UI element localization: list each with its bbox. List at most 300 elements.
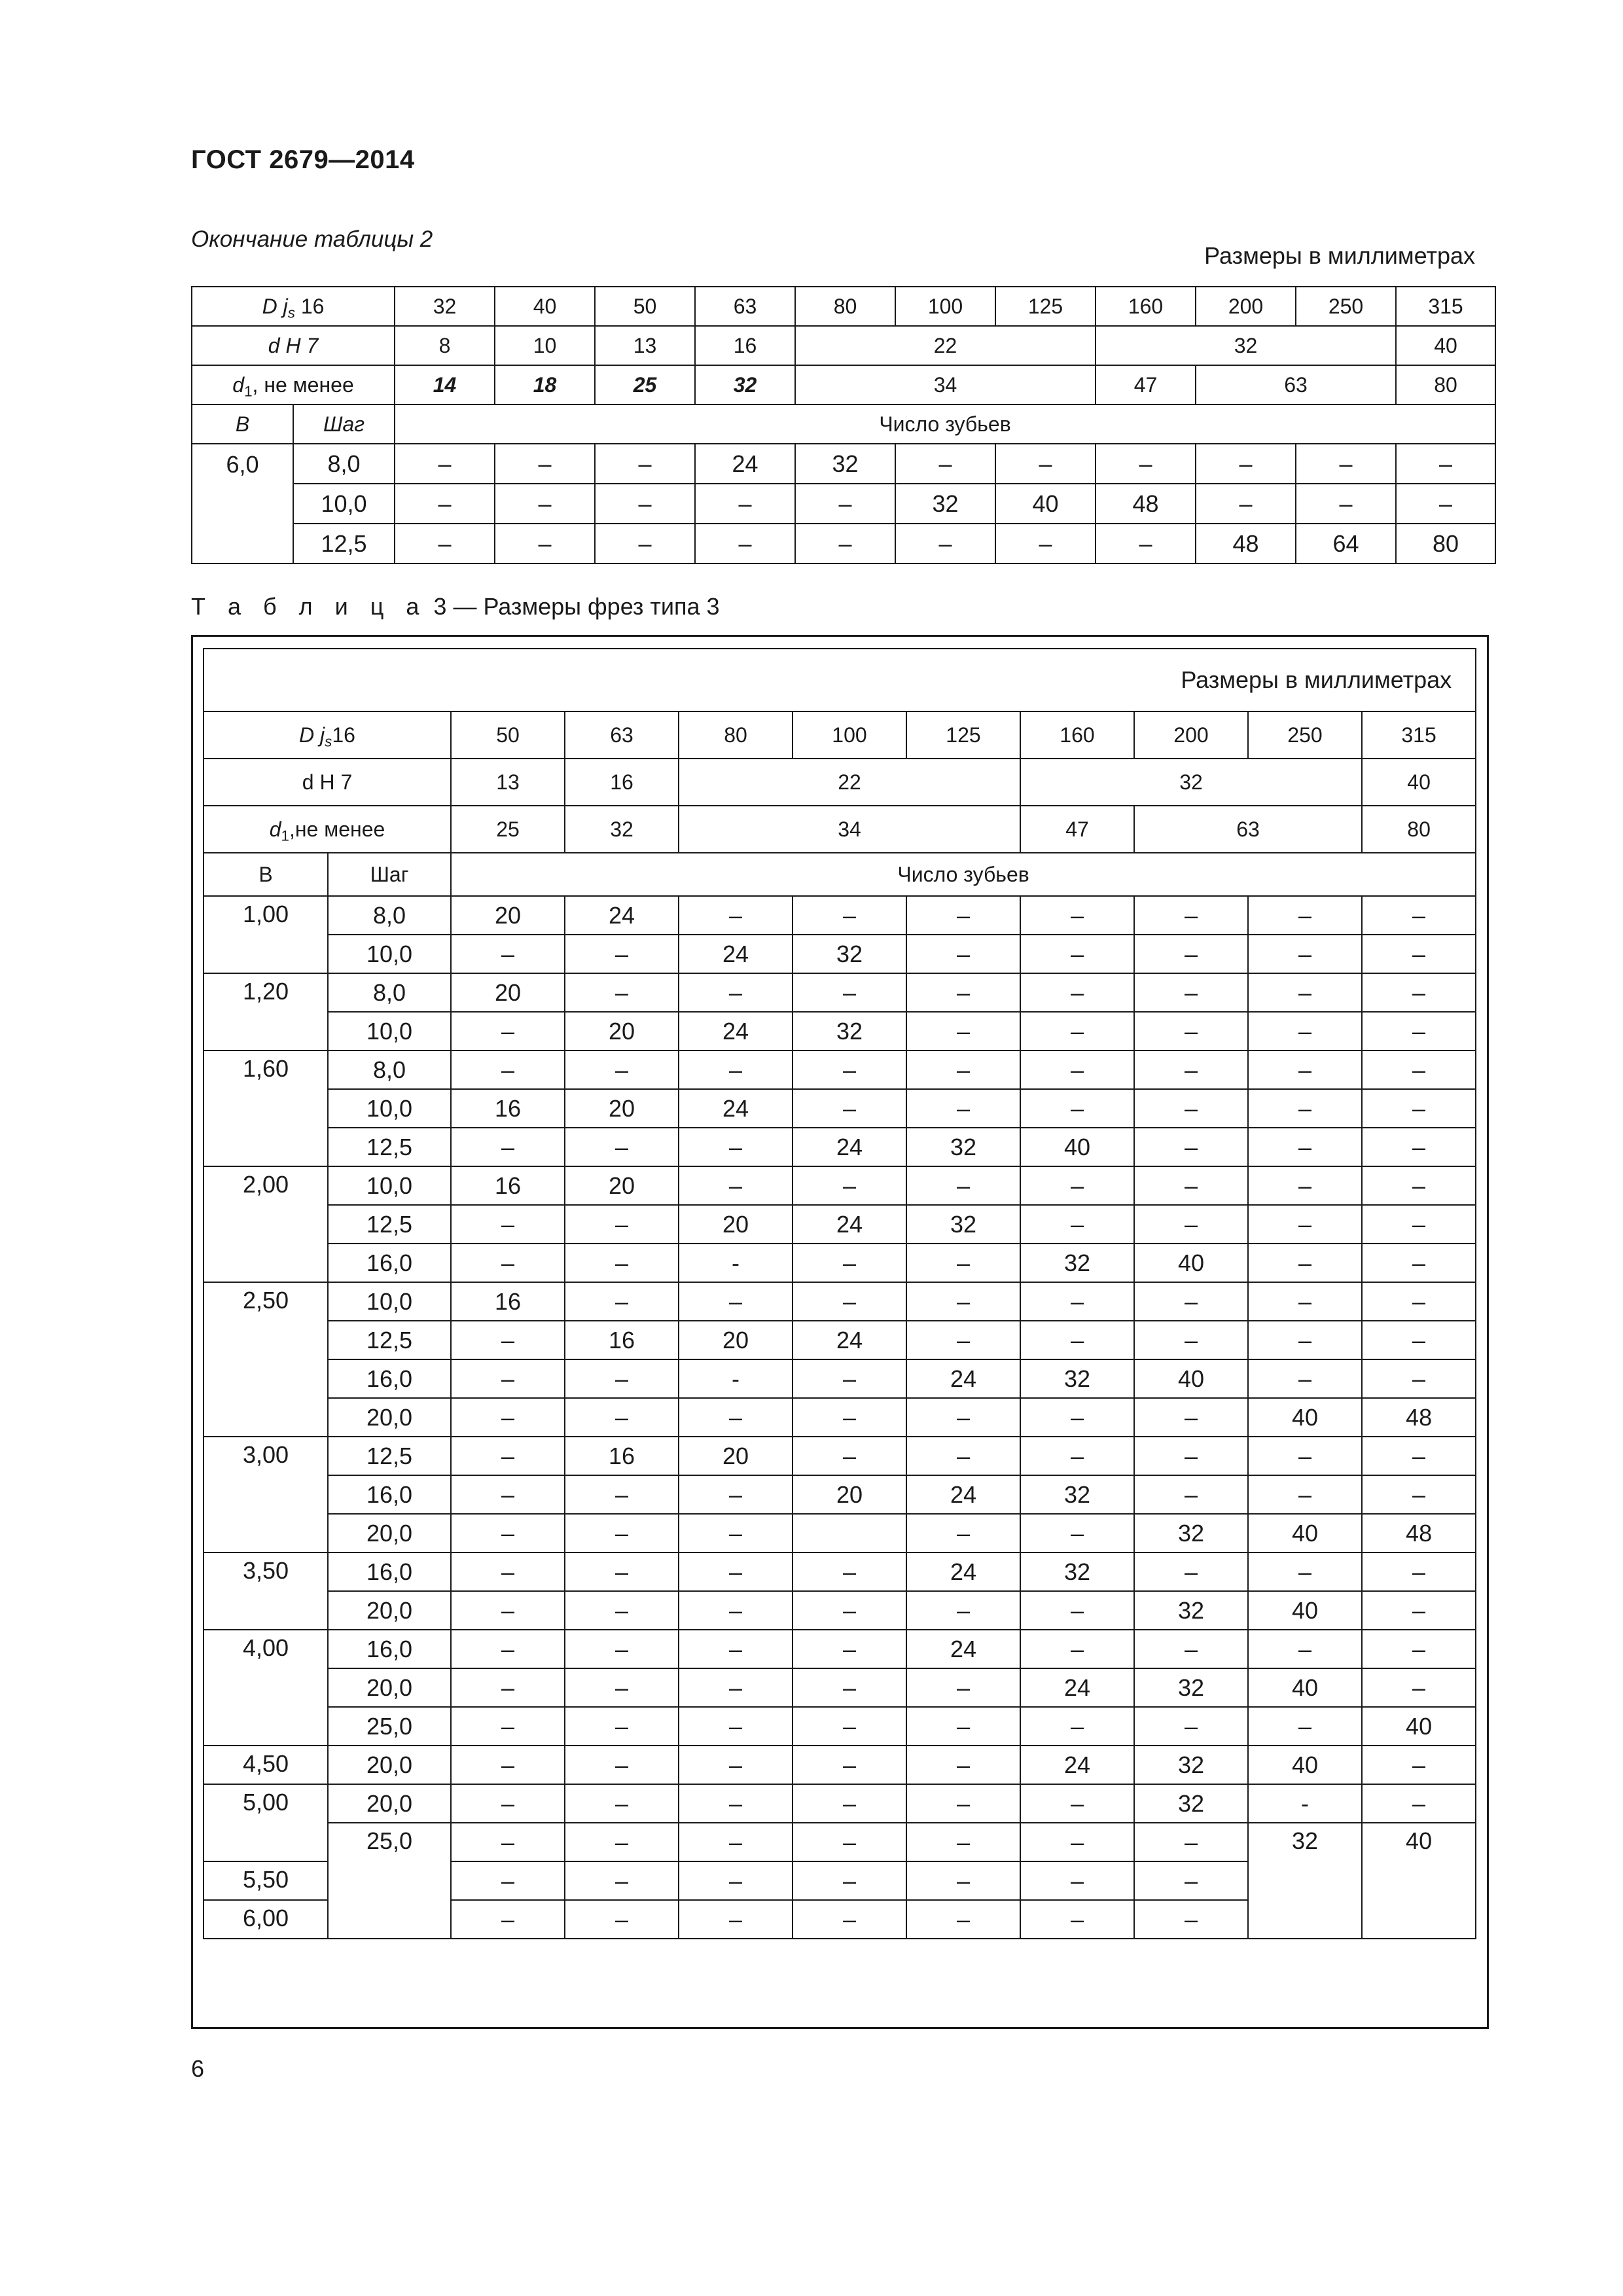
table-cell: 24 — [679, 1089, 793, 1128]
table3-cell-step: 12,5 — [328, 1437, 451, 1475]
table-cell: 48 — [1362, 1514, 1476, 1552]
table-cell: – — [906, 1050, 1020, 1089]
table-cell: – — [451, 1630, 565, 1668]
table-cell: – — [1248, 935, 1362, 973]
table-cell: – — [1134, 1205, 1248, 1244]
table3-cell-step: 16,0 — [328, 1244, 451, 1282]
table-cell: 16 — [451, 1166, 565, 1205]
table3-cell-B: 3,50 — [204, 1552, 328, 1630]
table-row — [204, 1784, 1476, 1823]
table3-cell-step: 16,0 — [328, 1475, 451, 1514]
table-cell: 80 — [795, 287, 895, 326]
table-cell: 40 — [1134, 1244, 1248, 1282]
table3-cell-step: 12,5 — [328, 1321, 451, 1359]
table3-cell-B: 6,00 — [204, 1900, 328, 1939]
table-cell: – — [906, 1591, 1020, 1630]
table-cell: 32 — [795, 444, 895, 484]
table-cell: – — [1362, 1784, 1476, 1823]
table3-cell-step: 20,0 — [328, 1668, 451, 1707]
table-cell: 24 — [793, 1321, 906, 1359]
table-cell: - — [679, 1244, 793, 1282]
table-cell: – — [906, 1823, 1020, 1861]
table-cell: – — [679, 1050, 793, 1089]
table-cell: 32 — [695, 365, 795, 404]
table2 — [191, 286, 1496, 564]
table3-header-teeth: Число зубьев — [451, 853, 1476, 896]
table-cell: – — [565, 973, 679, 1012]
table-cell: 32 — [895, 484, 995, 524]
table-cell: – — [495, 484, 595, 524]
table-cell: 22 — [795, 326, 1096, 365]
table-cell: – — [695, 484, 795, 524]
table3-cell-step: 16,0 — [328, 1359, 451, 1398]
table-cell: – — [1134, 1900, 1248, 1939]
table-cell: – — [1362, 1321, 1476, 1359]
table-cell: – — [906, 896, 1020, 935]
table3-cell-B: 4,00 — [204, 1630, 328, 1746]
table-cell: – — [1134, 1321, 1248, 1359]
table-cell: – — [1020, 1784, 1134, 1823]
table-cell: – — [565, 1128, 679, 1166]
table-cell: – — [1362, 1630, 1476, 1668]
table-cell: 32 — [1096, 326, 1396, 365]
table-cell: 40 — [1362, 759, 1476, 806]
table-cell: – — [1248, 1282, 1362, 1321]
document-title: ГОСТ 2679—2014 — [191, 145, 415, 174]
table-cell: 24 — [906, 1475, 1020, 1514]
table-cell: – — [906, 1398, 1020, 1437]
table-cell: – — [1096, 444, 1196, 484]
table-cell: – — [679, 1630, 793, 1668]
table-cell: – — [1362, 1244, 1476, 1282]
table-cell: – — [1134, 1398, 1248, 1437]
table-cell: 22 — [679, 759, 1020, 806]
table-cell: 100 — [895, 287, 995, 326]
table-cell: – — [1362, 1591, 1476, 1630]
table2-header-teeth: Число зубьев — [395, 404, 1495, 444]
table2-header-B: В — [192, 404, 293, 444]
table-cell: – — [793, 1746, 906, 1784]
table2-row-D — [192, 287, 1495, 326]
table-cell: 13 — [595, 326, 695, 365]
table-cell: – — [679, 1166, 793, 1205]
table-cell: – — [1020, 896, 1134, 935]
table-cell: – — [679, 1707, 793, 1746]
table-cell: – — [795, 524, 895, 564]
table3-cell-step: 10,0 — [328, 1012, 451, 1050]
table-cell: – — [1134, 1166, 1248, 1205]
table-row — [204, 1282, 1476, 1321]
table-cell: – — [1248, 1321, 1362, 1359]
table-cell: – — [595, 524, 695, 564]
table-cell: – — [995, 444, 1096, 484]
table3-cell-step: 12,5 — [328, 1205, 451, 1244]
table-cell: 20 — [565, 1166, 679, 1205]
table-cell: – — [1396, 444, 1495, 484]
table-cell: – — [906, 1282, 1020, 1321]
table-cell: – — [1362, 1746, 1476, 1784]
table-cell: 32 — [793, 935, 906, 973]
table-cell: – — [1362, 1437, 1476, 1475]
table-cell: – — [1020, 1089, 1134, 1128]
table-cell: – — [451, 1359, 565, 1398]
table-cell: – — [793, 896, 906, 935]
table-cell: – — [1134, 1707, 1248, 1746]
table-cell: – — [1134, 1552, 1248, 1591]
table-cell: – — [1362, 1205, 1476, 1244]
table-cell: 250 — [1296, 287, 1396, 326]
table-cell: 24 — [906, 1630, 1020, 1668]
table-cell: – — [1362, 1475, 1476, 1514]
table3-cell-step: 8,0 — [328, 896, 451, 935]
table-cell: 16 — [565, 759, 679, 806]
table-row — [204, 973, 1476, 1012]
table-cell: – — [1248, 1012, 1362, 1050]
table-cell: 40 — [1248, 1398, 1362, 1437]
table-cell: – — [906, 1514, 1020, 1552]
table-cell: 48 — [1362, 1398, 1476, 1437]
table-cell: 34 — [795, 365, 1096, 404]
table-cell: – — [679, 1282, 793, 1321]
table-cell: 40 — [1020, 1128, 1134, 1166]
table-cell: – — [906, 1437, 1020, 1475]
table-cell: – — [451, 1552, 565, 1591]
table-cell: – — [1134, 1823, 1248, 1861]
table2-row-d1 — [192, 365, 1495, 404]
table-row — [204, 1707, 1476, 1746]
table-cell: – — [1248, 1205, 1362, 1244]
table-cell: – — [1020, 935, 1134, 973]
table-cell: 315 — [1396, 287, 1495, 326]
table-cell: – — [906, 1321, 1020, 1359]
table-cell: 160 — [1020, 711, 1134, 759]
table3-cell-step: 20,0 — [328, 1514, 451, 1552]
table-cell: 63 — [695, 287, 795, 326]
table3-cell-step: 16,0 — [328, 1552, 451, 1591]
table-cell: – — [565, 1552, 679, 1591]
table-cell: – — [451, 1900, 565, 1939]
table-cell: 20 — [451, 896, 565, 935]
table-cell: – — [793, 1437, 906, 1475]
table-cell: – — [793, 1900, 906, 1939]
table-row — [204, 1514, 1476, 1552]
table-cell: – — [1362, 896, 1476, 935]
table-cell: 63 — [1196, 365, 1396, 404]
table-cell: 63 — [1134, 806, 1362, 853]
table-cell: 64 — [1296, 524, 1396, 564]
table3-row-D — [204, 711, 1476, 759]
table-cell: – — [1396, 484, 1495, 524]
table-cell: – — [793, 1784, 906, 1823]
table-cell — [793, 1514, 906, 1552]
table-cell: – — [906, 1707, 1020, 1746]
table-row — [204, 1475, 1476, 1514]
table-cell: – — [1020, 1205, 1134, 1244]
table-cell: – — [451, 1823, 565, 1861]
table-cell: 32 — [1020, 1475, 1134, 1514]
table-cell: – — [1248, 1244, 1362, 1282]
table-row — [204, 896, 1476, 935]
table-cell: – — [495, 524, 595, 564]
table-cell: – — [1020, 1282, 1134, 1321]
table-cell: 25 — [595, 365, 695, 404]
table-cell: 100 — [793, 711, 906, 759]
table-cell: 24 — [695, 444, 795, 484]
table-row — [204, 1244, 1476, 1282]
table3-header-step: Шаг — [328, 853, 451, 896]
table-cell: – — [793, 1591, 906, 1630]
table-cell: – — [1362, 1552, 1476, 1591]
table-cell: – — [565, 1475, 679, 1514]
table-cell: – — [793, 1552, 906, 1591]
table-cell: – — [793, 1089, 906, 1128]
table-cell: – — [1296, 484, 1396, 524]
table-cell: – — [1020, 1166, 1134, 1205]
table-cell: 20 — [451, 973, 565, 1012]
table-cell: – — [1196, 444, 1296, 484]
table-cell: 20 — [565, 1089, 679, 1128]
table-cell: 32 — [1134, 1784, 1248, 1823]
table-cell: – — [565, 1359, 679, 1398]
table-cell: – — [793, 1630, 906, 1668]
table-cell: – — [1362, 973, 1476, 1012]
table-cell: 16 — [451, 1089, 565, 1128]
table-cell: – — [1362, 1668, 1476, 1707]
table3-cell-B: 1,60 — [204, 1050, 328, 1166]
table3-cell-B: 3,00 — [204, 1437, 328, 1552]
table-cell: 50 — [451, 711, 565, 759]
table-cell: 32 — [1248, 1823, 1362, 1939]
table-cell: – — [1248, 1552, 1362, 1591]
table-cell: – — [451, 1321, 565, 1359]
table-cell: 16 — [695, 326, 795, 365]
table3-cell-step: 20,0 — [328, 1784, 451, 1823]
table-cell: – — [679, 1475, 793, 1514]
table3 — [203, 648, 1476, 1939]
table-row — [204, 1746, 1476, 1784]
table3-header-d: d H 7 — [204, 759, 451, 806]
table-cell: 20 — [679, 1205, 793, 1244]
table-cell: – — [1248, 1128, 1362, 1166]
table-row — [204, 1050, 1476, 1089]
table-cell: – — [906, 935, 1020, 973]
table-cell: – — [1134, 1012, 1248, 1050]
table-cell: 125 — [906, 711, 1020, 759]
table-row — [204, 1437, 1476, 1475]
table-cell: – — [1362, 1089, 1476, 1128]
table-cell: 40 — [995, 484, 1096, 524]
table3-row-labels — [204, 853, 1476, 896]
table-cell: – — [1096, 524, 1196, 564]
table-cell: – — [1248, 1359, 1362, 1398]
table-row — [204, 1321, 1476, 1359]
table-cell: – — [565, 1668, 679, 1707]
table-cell: 13 — [451, 759, 565, 806]
table-cell: – — [451, 1591, 565, 1630]
table-cell: – — [679, 1823, 793, 1861]
table-cell: – — [451, 1668, 565, 1707]
table-cell: – — [1248, 973, 1362, 1012]
table-cell: 250 — [1248, 711, 1362, 759]
table-cell: 18 — [495, 365, 595, 404]
table-cell: – — [1020, 1900, 1134, 1939]
table-cell: – — [451, 1861, 565, 1900]
table-cell: - — [679, 1359, 793, 1398]
table-cell: – — [795, 484, 895, 524]
table-cell: – — [793, 1707, 906, 1746]
table-cell: 10 — [495, 326, 595, 365]
table-cell: – — [1134, 1861, 1248, 1900]
table-row — [204, 935, 1476, 973]
table-cell: 48 — [1196, 524, 1296, 564]
table3-cell-step: 25,0 — [328, 1823, 451, 1939]
table3-cell-B: 5,00 — [204, 1784, 328, 1861]
table-cell: – — [1248, 896, 1362, 935]
table-cell: – — [1020, 1321, 1134, 1359]
table-cell: – — [1020, 1707, 1134, 1746]
table2-cell-step: 10,0 — [293, 484, 395, 524]
table-cell: – — [679, 1900, 793, 1939]
table-cell: – — [1020, 1050, 1134, 1089]
table-cell: – — [565, 1784, 679, 1823]
table-cell: – — [1248, 1089, 1362, 1128]
table-cell: – — [1248, 1630, 1362, 1668]
table-cell: 32 — [906, 1128, 1020, 1166]
table-cell: – — [1134, 1475, 1248, 1514]
table-cell: – — [451, 1205, 565, 1244]
table-cell: – — [1020, 1591, 1134, 1630]
table-cell: – — [451, 1707, 565, 1746]
table-cell: – — [565, 1205, 679, 1244]
table-cell: 40 — [495, 287, 595, 326]
table-cell: – — [1134, 1089, 1248, 1128]
table-cell: 32 — [1134, 1668, 1248, 1707]
table-cell: – — [695, 524, 795, 564]
table-cell: – — [565, 1900, 679, 1939]
table-cell: – — [793, 1668, 906, 1707]
table-row — [204, 1128, 1476, 1166]
table-cell: 160 — [1096, 287, 1196, 326]
table-cell: – — [565, 935, 679, 973]
table3-cell-B: 4,50 — [204, 1746, 328, 1784]
table-row — [192, 484, 1495, 524]
table-cell: – — [1134, 1437, 1248, 1475]
table-cell: 32 — [1020, 1359, 1134, 1398]
table-cell: – — [1362, 1166, 1476, 1205]
table-cell: – — [679, 1514, 793, 1552]
table-cell: – — [395, 524, 495, 564]
table-cell: – — [906, 1861, 1020, 1900]
table-cell: – — [679, 1591, 793, 1630]
table-cell: – — [1134, 896, 1248, 935]
table-cell: – — [906, 1746, 1020, 1784]
table-cell: 16 — [565, 1321, 679, 1359]
table3-cell-step: 20,0 — [328, 1591, 451, 1630]
table3-cell-B: 5,50 — [204, 1861, 328, 1900]
table-cell: 80 — [1396, 524, 1495, 564]
table2-header-step: Шаг — [293, 404, 395, 444]
table-cell: – — [906, 1668, 1020, 1707]
table-cell: 200 — [1196, 287, 1296, 326]
table-cell: 125 — [995, 287, 1096, 326]
table-cell: – — [793, 1282, 906, 1321]
table-cell: – — [906, 1784, 1020, 1823]
table-cell: 20 — [565, 1012, 679, 1050]
table-cell: 32 — [1020, 1552, 1134, 1591]
table2-row-labels — [192, 404, 1495, 444]
table-cell: – — [793, 1166, 906, 1205]
table3-cell-B: 2,00 — [204, 1166, 328, 1282]
table-cell: – — [906, 1012, 1020, 1050]
table2-cell-B: 6,0 — [192, 444, 293, 564]
table2-caption: Окончание таблицы 2 — [191, 226, 433, 252]
table-cell: – — [1296, 444, 1396, 484]
table3-units: Размеры в миллиметрах — [204, 649, 1476, 711]
table2-cell-step: 12,5 — [293, 524, 395, 564]
table-cell: 25 — [451, 806, 565, 853]
table-cell: 315 — [1362, 711, 1476, 759]
table-cell: 48 — [1096, 484, 1196, 524]
table3-header-D: D $j_s16$ — [204, 711, 451, 759]
table-cell: – — [793, 1398, 906, 1437]
table-cell: – — [793, 973, 906, 1012]
table-cell: – — [679, 1128, 793, 1166]
table-cell: 32 — [565, 806, 679, 853]
table-cell: 50 — [595, 287, 695, 326]
table-cell: 24 — [793, 1128, 906, 1166]
table-cell: – — [451, 1784, 565, 1823]
table-cell: – — [1020, 1630, 1134, 1668]
table-cell: 24 — [793, 1205, 906, 1244]
table-cell: 34 — [679, 806, 1020, 853]
table-cell: – — [1020, 1437, 1134, 1475]
table-cell: – — [679, 1746, 793, 1784]
table2-header-D: D $j_s$ 16 — [192, 287, 395, 326]
table-cell: 40 — [1248, 1514, 1362, 1552]
table-cell: – — [395, 484, 495, 524]
table-cell: 32 — [1134, 1591, 1248, 1630]
table3-cell-step: 25,0 — [328, 1707, 451, 1746]
table-cell: – — [451, 1012, 565, 1050]
table-cell: – — [565, 1244, 679, 1282]
table-cell: – — [679, 1552, 793, 1591]
table-cell: – — [565, 1861, 679, 1900]
table-cell: – — [995, 524, 1096, 564]
table-cell: – — [395, 444, 495, 484]
table-cell: 20 — [679, 1437, 793, 1475]
table3-cell-step: 12,5 — [328, 1128, 451, 1166]
table-cell: – — [1248, 1475, 1362, 1514]
table2-cell-step: 8,0 — [293, 444, 395, 484]
table-cell: 40 — [1248, 1591, 1362, 1630]
table3-cell-step: 16,0 — [328, 1630, 451, 1668]
table-cell: – — [565, 1591, 679, 1630]
table-cell: 8 — [395, 326, 495, 365]
table-cell: – — [565, 1514, 679, 1552]
table-cell: 32 — [1020, 1244, 1134, 1282]
table-cell: – — [793, 1244, 906, 1282]
table-cell: – — [895, 444, 995, 484]
table3-cell-step: 10,0 — [328, 935, 451, 973]
table-cell: – — [1020, 1514, 1134, 1552]
table-cell: – — [1362, 1012, 1476, 1050]
table3-header-d1: $d_1,не$ менее — [204, 806, 451, 853]
table-cell: - — [1248, 1784, 1362, 1823]
table-cell: – — [451, 1514, 565, 1552]
table2-units: Размеры в миллиметрах — [1204, 242, 1475, 269]
table-cell: 40 — [1362, 1707, 1476, 1746]
table-cell: – — [793, 1823, 906, 1861]
